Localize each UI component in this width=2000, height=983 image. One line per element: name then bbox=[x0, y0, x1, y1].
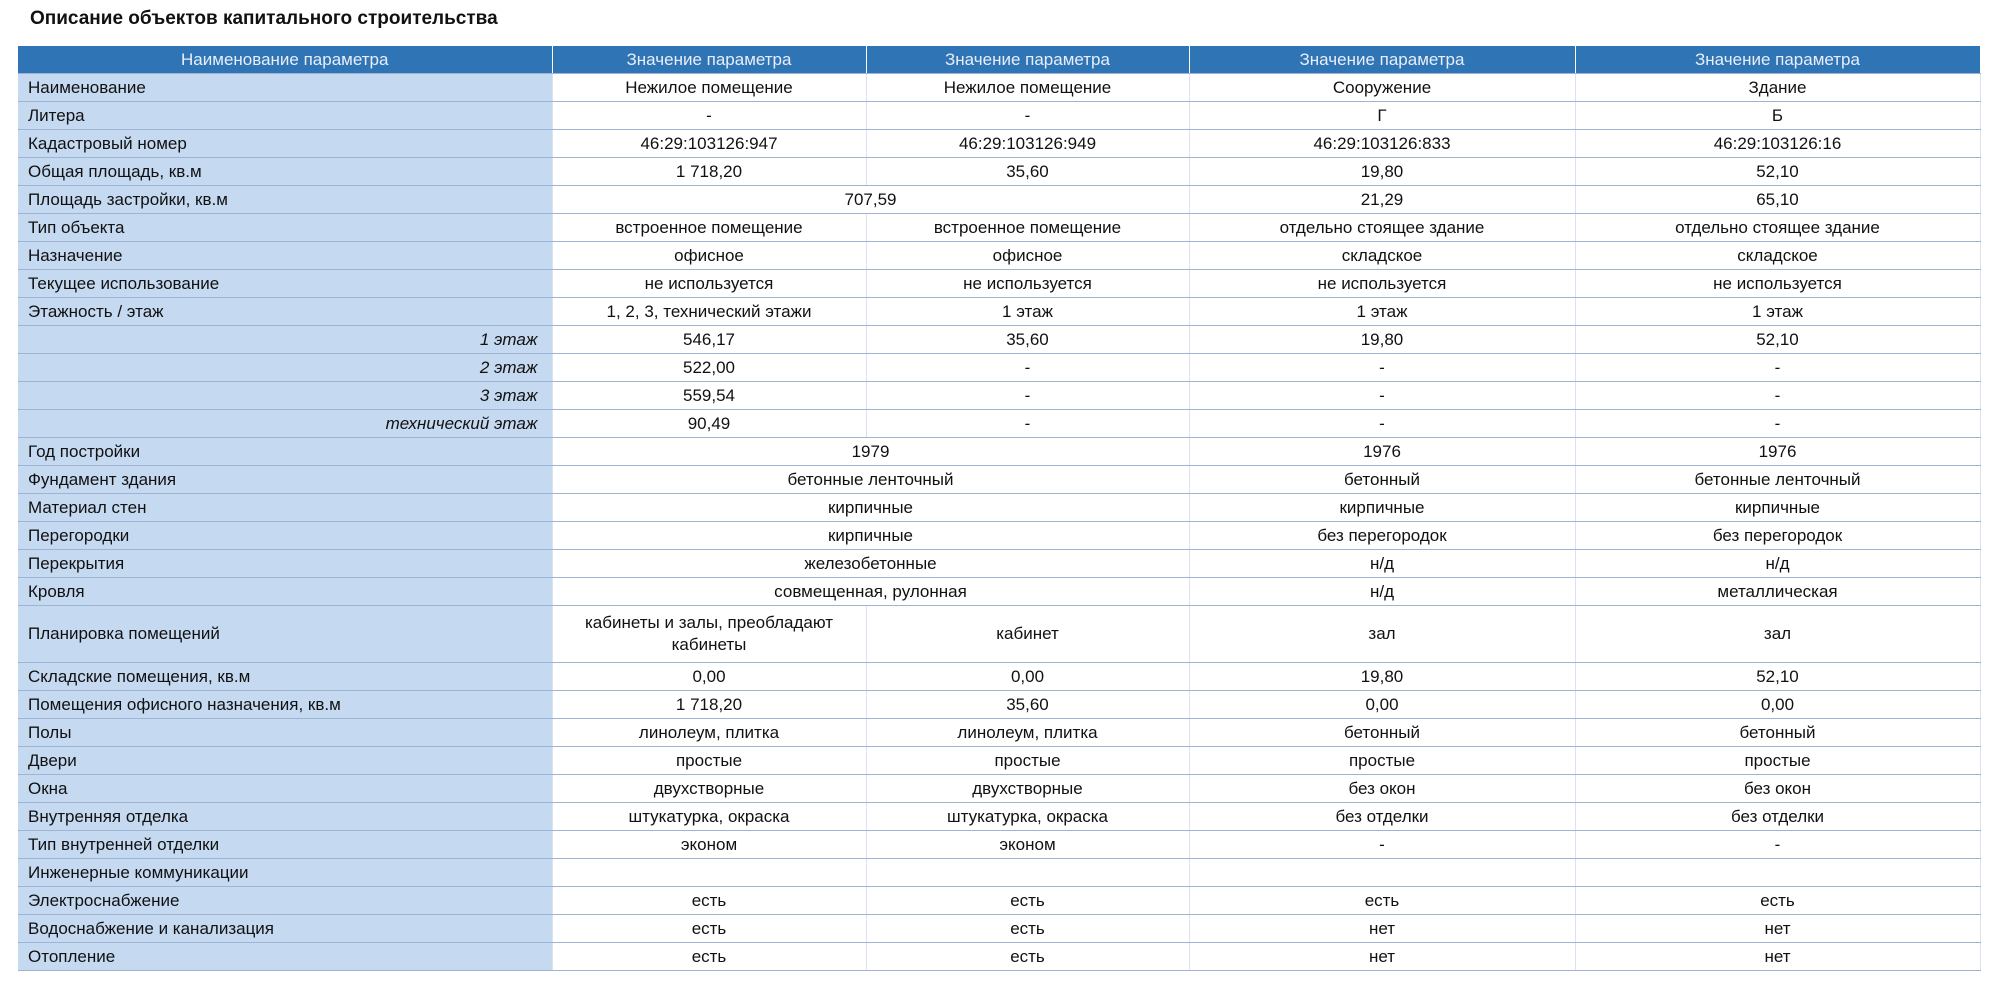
value-cell bbox=[1575, 859, 1980, 887]
value-cell: кабинет bbox=[866, 606, 1189, 663]
value-cell: нет bbox=[1189, 915, 1575, 943]
value-cell: Г bbox=[1189, 102, 1575, 130]
param-label: Помещения офисного назначения, кв.м bbox=[18, 691, 552, 719]
value-cell: н/д bbox=[1189, 578, 1575, 606]
param-label: Полы bbox=[18, 719, 552, 747]
value-cell: н/д bbox=[1575, 550, 1980, 578]
value-cell: бетонный bbox=[1189, 466, 1575, 494]
table-row bbox=[18, 158, 1980, 186]
value-cell: не используется bbox=[552, 270, 866, 298]
value-cell: 19,80 bbox=[1189, 158, 1575, 186]
value-cell: 0,00 bbox=[866, 663, 1189, 691]
table-row bbox=[18, 242, 1980, 270]
table-row bbox=[18, 691, 1980, 719]
param-label: 2 этаж bbox=[18, 354, 552, 382]
header-value-2: Значение параметра bbox=[866, 46, 1189, 74]
value-cell: кирпичные bbox=[552, 494, 1189, 522]
value-cell: эконом bbox=[552, 831, 866, 859]
value-cell: - bbox=[866, 102, 1189, 130]
param-label: Площадь застройки, кв.м bbox=[18, 186, 552, 214]
value-cell: зал bbox=[1575, 606, 1980, 663]
table-row bbox=[18, 578, 1980, 606]
value-cell: 1 718,20 bbox=[552, 691, 866, 719]
table-row bbox=[18, 887, 1980, 915]
param-label: Год постройки bbox=[18, 438, 552, 466]
value-cell: встроенное помещение bbox=[866, 214, 1189, 242]
value-cell: простые bbox=[1189, 747, 1575, 775]
value-cell: встроенное помещение bbox=[552, 214, 866, 242]
param-label: Тип объекта bbox=[18, 214, 552, 242]
value-cell: 46:29:103126:16 bbox=[1575, 130, 1980, 158]
value-cell: 52,10 bbox=[1575, 158, 1980, 186]
value-cell: кирпичные bbox=[552, 522, 1189, 550]
param-label: Двери bbox=[18, 747, 552, 775]
table-row bbox=[18, 326, 1980, 354]
value-cell: 1 этаж bbox=[1189, 298, 1575, 326]
param-label: 1 этаж bbox=[18, 326, 552, 354]
value-cell: 35,60 bbox=[866, 158, 1189, 186]
param-label: Водоснабжение и канализация bbox=[18, 915, 552, 943]
value-cell bbox=[552, 859, 866, 887]
value-cell: 19,80 bbox=[1189, 326, 1575, 354]
value-cell: отдельно стоящее здание bbox=[1575, 214, 1980, 242]
param-label: Литера bbox=[18, 102, 552, 130]
value-cell: нет bbox=[1189, 943, 1575, 971]
header-param: Наименование параметра bbox=[18, 46, 552, 74]
param-label: Кровля bbox=[18, 578, 552, 606]
param-label: Отопление bbox=[18, 943, 552, 971]
value-cell: двухстворные bbox=[552, 775, 866, 803]
value-cell: - bbox=[1575, 831, 1980, 859]
table-row bbox=[18, 298, 1980, 326]
value-cell: есть bbox=[552, 915, 866, 943]
value-cell: совмещенная, рулонная bbox=[552, 578, 1189, 606]
value-cell: кабинеты и залы, преобладают кабинеты bbox=[552, 606, 866, 663]
value-cell: офисное bbox=[552, 242, 866, 270]
page-title: Описание объектов капитального строительства bbox=[30, 8, 498, 29]
value-cell: 0,00 bbox=[1189, 691, 1575, 719]
param-label: Этажность / этаж bbox=[18, 298, 552, 326]
value-cell: 35,60 bbox=[866, 326, 1189, 354]
value-cell: 1 718,20 bbox=[552, 158, 866, 186]
value-cell: без отделки bbox=[1575, 803, 1980, 831]
value-cell: офисное bbox=[866, 242, 1189, 270]
value-cell: бетонные ленточный bbox=[552, 466, 1189, 494]
value-cell: бетонные ленточный bbox=[1575, 466, 1980, 494]
value-cell: 0,00 bbox=[1575, 691, 1980, 719]
value-cell: 1 этаж bbox=[1575, 298, 1980, 326]
table-row bbox=[18, 102, 1980, 130]
value-cell: 52,10 bbox=[1575, 663, 1980, 691]
param-label: Кадастровый номер bbox=[18, 130, 552, 158]
table-row bbox=[18, 550, 1980, 578]
value-cell: линолеум, плитка bbox=[866, 719, 1189, 747]
value-cell: 559,54 bbox=[552, 382, 866, 410]
value-cell: 52,10 bbox=[1575, 326, 1980, 354]
header-value-3: Значение параметра bbox=[1189, 46, 1575, 74]
param-label: 3 этаж bbox=[18, 382, 552, 410]
value-cell: Сооружение bbox=[1189, 74, 1575, 102]
table-row bbox=[18, 130, 1980, 158]
table-row bbox=[18, 663, 1980, 691]
table-row bbox=[18, 74, 1980, 102]
value-cell: - bbox=[1189, 382, 1575, 410]
objects-table bbox=[18, 46, 1981, 971]
table-row bbox=[18, 719, 1980, 747]
table-row bbox=[18, 354, 1980, 382]
table-row bbox=[18, 214, 1980, 242]
value-cell: есть bbox=[866, 915, 1189, 943]
param-label: Наименование bbox=[18, 74, 552, 102]
param-label: Общая площадь, кв.м bbox=[18, 158, 552, 186]
value-cell: 522,00 bbox=[552, 354, 866, 382]
value-cell: 1, 2, 3, технический этажи bbox=[552, 298, 866, 326]
value-cell: отдельно стоящее здание bbox=[1189, 214, 1575, 242]
table-row bbox=[18, 522, 1980, 550]
table-row bbox=[18, 382, 1980, 410]
value-cell: 46:29:103126:833 bbox=[1189, 130, 1575, 158]
value-cell: 21,29 bbox=[1189, 186, 1575, 214]
table-row bbox=[18, 186, 1980, 214]
table-row bbox=[18, 606, 1980, 663]
value-cell: бетонный bbox=[1189, 719, 1575, 747]
value-cell: - bbox=[866, 354, 1189, 382]
value-cell: Б bbox=[1575, 102, 1980, 130]
value-cell: без отделки bbox=[1189, 803, 1575, 831]
header-value-1: Значение параметра bbox=[552, 46, 866, 74]
value-cell: не используется bbox=[866, 270, 1189, 298]
value-cell: - bbox=[1189, 410, 1575, 438]
table-row bbox=[18, 466, 1980, 494]
value-cell: н/д bbox=[1189, 550, 1575, 578]
value-cell: 707,59 bbox=[552, 186, 1189, 214]
value-cell: - bbox=[1189, 831, 1575, 859]
table-row bbox=[18, 270, 1980, 298]
value-cell: складское bbox=[1575, 242, 1980, 270]
param-label: Назначение bbox=[18, 242, 552, 270]
value-cell: нет bbox=[1575, 915, 1980, 943]
value-cell: - bbox=[866, 382, 1189, 410]
table-row bbox=[18, 494, 1980, 522]
value-cell: эконом bbox=[866, 831, 1189, 859]
header-value-4: Значение параметра bbox=[1575, 46, 1980, 74]
value-cell: без окон bbox=[1575, 775, 1980, 803]
value-cell: есть bbox=[552, 943, 866, 971]
value-cell: штукатурка, окраска bbox=[866, 803, 1189, 831]
param-label: Тип внутренней отделки bbox=[18, 831, 552, 859]
table-row bbox=[18, 775, 1980, 803]
value-cell: линолеум, плитка bbox=[552, 719, 866, 747]
value-cell: Здание bbox=[1575, 74, 1980, 102]
value-cell: кирпичные bbox=[1189, 494, 1575, 522]
value-cell: - bbox=[866, 410, 1189, 438]
table-row bbox=[18, 410, 1980, 438]
param-label: Планировка помещений bbox=[18, 606, 552, 663]
table-row bbox=[18, 803, 1980, 831]
table-row bbox=[18, 943, 1980, 971]
value-cell: без перегородок bbox=[1575, 522, 1980, 550]
value-cell: - bbox=[1575, 382, 1980, 410]
value-cell: простые bbox=[552, 747, 866, 775]
value-cell bbox=[1189, 859, 1575, 887]
value-cell: - bbox=[1575, 354, 1980, 382]
value-cell: железобетонные bbox=[552, 550, 1189, 578]
value-cell: складское bbox=[1189, 242, 1575, 270]
table-row bbox=[18, 859, 1980, 887]
param-label: технический этаж bbox=[18, 410, 552, 438]
value-cell: 35,60 bbox=[866, 691, 1189, 719]
value-cell: штукатурка, окраска bbox=[552, 803, 866, 831]
value-cell: 546,17 bbox=[552, 326, 866, 354]
value-cell: Нежилое помещение bbox=[552, 74, 866, 102]
value-cell: есть bbox=[552, 887, 866, 915]
table-row bbox=[18, 438, 1980, 466]
value-cell: 1 этаж bbox=[866, 298, 1189, 326]
table-row bbox=[18, 747, 1980, 775]
value-cell: Нежилое помещение bbox=[866, 74, 1189, 102]
value-cell: 19,80 bbox=[1189, 663, 1575, 691]
value-cell: 0,00 bbox=[552, 663, 866, 691]
param-label: Перегородки bbox=[18, 522, 552, 550]
table-row bbox=[18, 915, 1980, 943]
value-cell: 1979 bbox=[552, 438, 1189, 466]
value-cell: не используется bbox=[1189, 270, 1575, 298]
value-cell: двухстворные bbox=[866, 775, 1189, 803]
table-row bbox=[18, 831, 1980, 859]
value-cell: без окон bbox=[1189, 775, 1575, 803]
value-cell: 1976 bbox=[1575, 438, 1980, 466]
value-cell: - bbox=[1575, 410, 1980, 438]
value-cell: - bbox=[1189, 354, 1575, 382]
value-cell: есть bbox=[1575, 887, 1980, 915]
param-label: Текущее использование bbox=[18, 270, 552, 298]
value-cell: бетонный bbox=[1575, 719, 1980, 747]
value-cell: 46:29:103126:947 bbox=[552, 130, 866, 158]
param-label: Материал стен bbox=[18, 494, 552, 522]
value-cell bbox=[866, 859, 1189, 887]
table-header-row bbox=[18, 46, 1980, 74]
value-cell: 65,10 bbox=[1575, 186, 1980, 214]
value-cell: не используется bbox=[1575, 270, 1980, 298]
value-cell: простые bbox=[866, 747, 1189, 775]
value-cell: без перегородок bbox=[1189, 522, 1575, 550]
value-cell: 1976 bbox=[1189, 438, 1575, 466]
param-label: Внутренняя отделка bbox=[18, 803, 552, 831]
param-label: Окна bbox=[18, 775, 552, 803]
value-cell: 90,49 bbox=[552, 410, 866, 438]
param-label: Инженерные коммуникации bbox=[18, 859, 552, 887]
param-label: Перекрытия bbox=[18, 550, 552, 578]
param-label: Электроснабжение bbox=[18, 887, 552, 915]
value-cell: 46:29:103126:949 bbox=[866, 130, 1189, 158]
value-cell: есть bbox=[866, 887, 1189, 915]
param-label: Фундамент здания bbox=[18, 466, 552, 494]
value-cell: есть bbox=[866, 943, 1189, 971]
table-body bbox=[18, 74, 1980, 971]
value-cell: - bbox=[552, 102, 866, 130]
value-cell: есть bbox=[1189, 887, 1575, 915]
value-cell: металлическая bbox=[1575, 578, 1980, 606]
value-cell: простые bbox=[1575, 747, 1980, 775]
param-label: Складские помещения, кв.м bbox=[18, 663, 552, 691]
value-cell: нет bbox=[1575, 943, 1980, 971]
value-cell: кирпичные bbox=[1575, 494, 1980, 522]
value-cell: зал bbox=[1189, 606, 1575, 663]
